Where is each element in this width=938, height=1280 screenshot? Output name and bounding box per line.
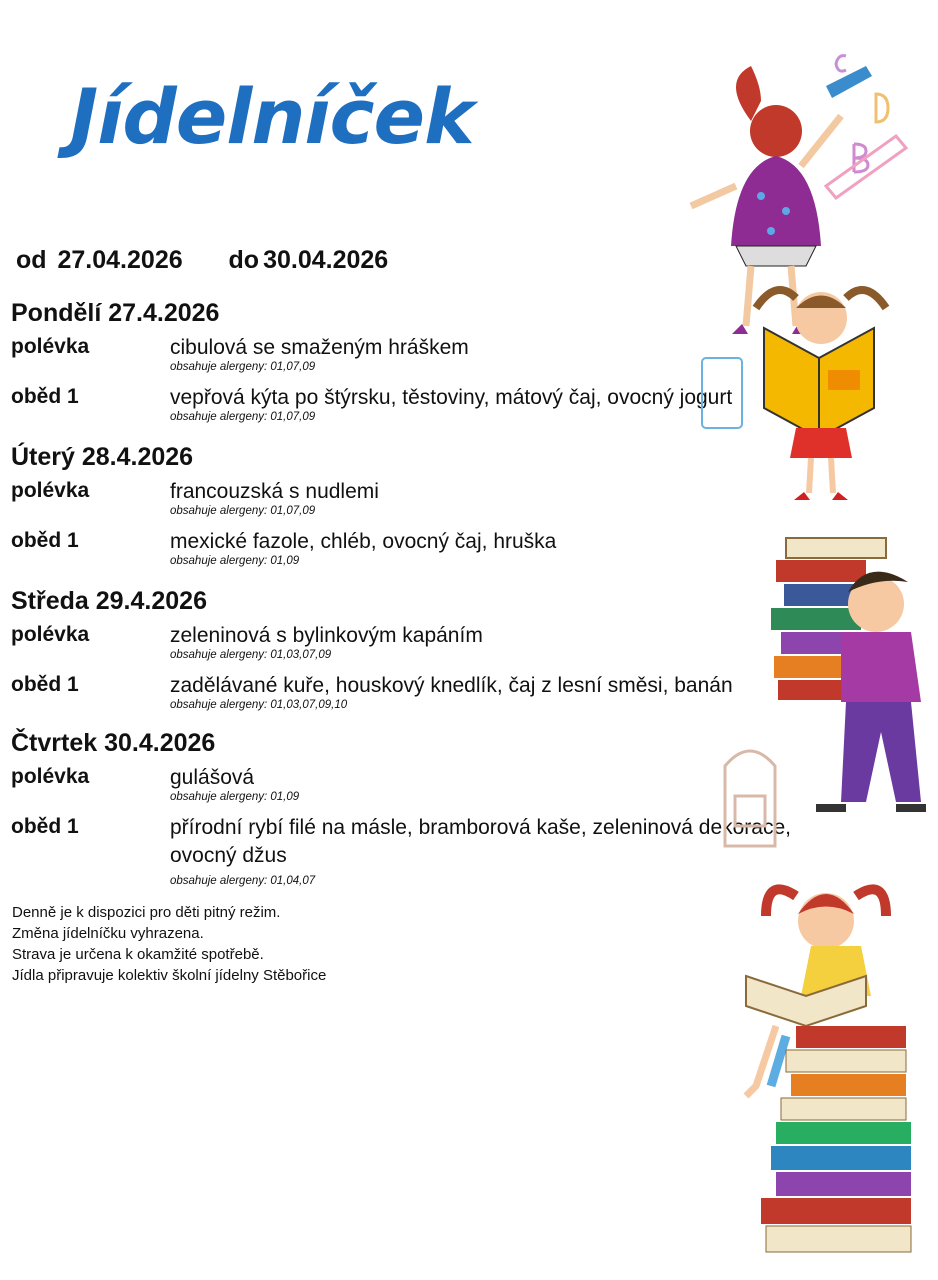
allergens-text: obsahuje alergeny: 01,09: [170, 791, 300, 803]
allergens-text: obsahuje alergeny: 01,07,09: [170, 505, 316, 517]
range-to-label: do: [228, 246, 260, 274]
course-label: polévka: [11, 765, 90, 788]
dish-text: francouzská s nudlemi: [170, 480, 379, 503]
date-range: [16, 246, 392, 275]
course-label: oběd 1: [11, 815, 79, 838]
note-line: Strava je určena k okamžité spotřebě.: [12, 946, 264, 963]
dish-text: zeleninová s bylinkovým kapáním: [170, 624, 483, 647]
course-label: oběd 1: [11, 673, 79, 696]
day-title: Čtvrtek 30.4.2026: [11, 729, 216, 757]
dish-text: mexické fazole, chléb, ovocný čaj, hruška: [170, 530, 557, 553]
notes: [12, 902, 326, 986]
allergens-text: obsahuje alergeny: 01,07,09: [170, 411, 316, 423]
course-label: polévka: [11, 623, 90, 646]
allergens-text: obsahuje alergeny: 01,03,07,09: [170, 649, 332, 661]
dish-text: přírodní rybí filé na másle, bramborová kaše, zeleninová dekorace,: [170, 816, 791, 839]
day-title: Středa 29.4.2026: [11, 587, 207, 615]
backpack-icon: [710, 736, 790, 856]
dish-text: gulášová: [170, 766, 255, 789]
course-label: polévka: [11, 335, 90, 358]
girl-sitting-on-books-icon: [726, 876, 926, 1256]
course-label: oběd 1: [11, 529, 79, 552]
dish-text: cibulová se smaženým hráškem: [170, 336, 469, 359]
day-title: Pondělí 27.4.2026: [11, 299, 220, 327]
allergens-text: obsahuje alergeny: 01,03,07,09,10: [170, 699, 348, 711]
range-from-label: od: [16, 246, 47, 274]
range-from-date: 27.04.2026: [57, 246, 183, 274]
dish-text: vepřová kýta po štýrsku, těstoviny, mátový čaj, ovocný jogurt: [170, 386, 733, 409]
allergens-text: obsahuje alergeny: 01,07,09: [170, 361, 316, 373]
page-title: Jídelníček: [70, 72, 474, 161]
note-line: Změna jídelníčku vyhrazena.: [12, 925, 204, 942]
day-title: Úterý 28.4.2026: [11, 443, 194, 471]
dish-text-continued: ovocný džus: [170, 844, 287, 867]
dish-text: zadělávané kuře, houskový knedlík, čaj z lesní směsi, banán: [170, 674, 733, 697]
allergens-text: obsahuje alergeny: 01,09: [170, 555, 300, 567]
note-line: Denně je k dispozici pro děti pitný režim.: [12, 904, 281, 921]
course-label: polévka: [11, 479, 90, 502]
allergens-text: obsahuje alergeny: 01,04,07: [170, 875, 316, 887]
course-label: oběd 1: [11, 385, 79, 408]
note-line: Jídla připravuje kolektiv školní jídelny Stěbořice: [12, 967, 327, 984]
girl-reading-book-icon: [696, 278, 926, 508]
range-to-date: 30.04.2026: [263, 246, 389, 274]
